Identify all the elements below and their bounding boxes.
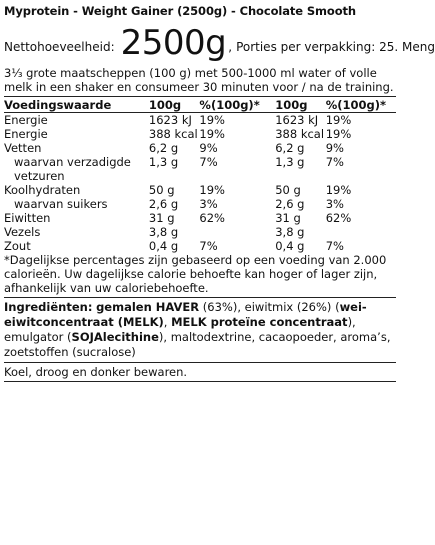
percent-100g-2: 19%: [325, 113, 352, 127]
nutrition-row: [4, 183, 396, 197]
ingredient-text-2: ,: [163, 315, 172, 329]
header-percent-100g: %(100g)*: [199, 97, 275, 113]
header-per-100g-2: 100g: [275, 97, 326, 113]
preparation-instructions: 3⅓ grote maatscheppen (100 g) met 500-1000 ml water of volle melk in een shaker en consumeer 30 minuten voor / na de training.: [4, 66, 396, 97]
percent-100g: 7%: [199, 239, 218, 253]
value-100g: 2,6 g: [148, 197, 179, 211]
nutrient-name: Vezels: [4, 225, 41, 239]
value-100g-2: 1,3 g: [275, 155, 305, 169]
percent-100g: 62%: [199, 211, 225, 225]
ingredient-melk: MELK proteïne concentraat: [171, 315, 348, 329]
value-100g: 1,3 g: [148, 155, 179, 169]
nutrition-row: [4, 197, 396, 211]
value-100g-2: 388 kcal: [275, 127, 325, 141]
nutrition-table-header: [4, 97, 396, 113]
value-100g-2: 3,8 g: [275, 225, 305, 239]
ingredients-label: Ingrediënten:: [4, 300, 93, 314]
nutrient-name: waarvan verzadigde vetzuren: [14, 155, 131, 183]
ingredient-text-1: (63%), eiwitmix (26%) (: [199, 300, 340, 314]
ingredients-block: [4, 298, 396, 363]
portions-text: Porties per verpakking: 25. Meng: [236, 40, 435, 54]
header-nutrient: Voedingswaarde: [4, 97, 149, 113]
percent-100g-2: 9%: [325, 141, 344, 155]
percent-100g: 19%: [199, 113, 225, 127]
nutrient-name: Energie: [4, 113, 48, 127]
value-100g-2: 2,6 g: [275, 197, 305, 211]
percent-100g-2: 7%: [325, 239, 344, 253]
percent-100g: 3%: [199, 197, 218, 211]
value-100g: 50 g: [148, 183, 175, 197]
percent-100g-2: 62%: [325, 211, 352, 225]
nutrient-name: Eiwitten: [4, 211, 51, 225]
nutrient-name: waarvan suikers: [14, 197, 108, 211]
nutrition-row: [4, 113, 396, 128]
value-100g-2: 50 g: [275, 183, 301, 197]
value-100g: 388 kcal: [148, 127, 198, 141]
value-100g-2: 0,4 g: [275, 239, 305, 253]
nutrition-row: [4, 239, 396, 253]
percent-100g-2: [326, 225, 396, 239]
value-100g: 6,2 g: [148, 141, 179, 155]
value-100g: 3,8 g: [148, 225, 179, 239]
value-100g: 31 g: [148, 211, 175, 225]
nutrition-row: [4, 141, 396, 155]
percent-100g: 9%: [199, 141, 218, 155]
percent-100g: 19%: [199, 127, 225, 141]
value-100g-2: 31 g: [275, 211, 301, 225]
header-per-100g: 100g: [149, 97, 200, 113]
value-100g-2: 1623 kJ: [275, 113, 319, 127]
nutrition-table: [4, 97, 396, 253]
net-quantity-value: 2500g: [120, 23, 227, 63]
net-quantity-label: Nettohoeveelheid:: [4, 40, 115, 54]
storage-instructions: Koel, droog en donker bewaren.: [4, 363, 396, 382]
ingredient-haver: gemalen HAVER: [96, 300, 200, 314]
percent-100g-2: 19%: [325, 127, 352, 141]
percent-100g-2: 19%: [325, 183, 352, 197]
daily-value-footnote: *Dagelijkse percentages zijn gebaseerd op een voeding van 2.000 calorieën. Uw dagelijkse calorie behoefte kan hoger of lager zijn, afhankelijk van uw caloriebehoefte.: [4, 253, 396, 298]
value-100g-2: 6,2 g: [275, 141, 305, 155]
nutrient-name: Energie: [4, 127, 48, 141]
value-100g: 0,4 g: [148, 239, 179, 253]
nutrition-row: [4, 225, 396, 239]
nutrient-name: Koolhydraten: [4, 183, 81, 197]
nutrient-name: Zout: [4, 239, 31, 253]
nutrition-label: [4, 4, 435, 382]
net-comma: ,: [228, 40, 233, 54]
ingredient-wei: wei-eiwitconcentraat (MELK): [4, 300, 367, 329]
nutrition-row: [4, 127, 396, 141]
product-title: Myprotein - Weight Gainer (2500g) - Chocolate Smooth: [4, 4, 357, 18]
net-quantity-row: [4, 22, 435, 63]
percent-100g: 7%: [199, 155, 218, 169]
percent-100g: [199, 225, 275, 239]
value-100g: 1623 kJ: [148, 113, 192, 127]
ingredient-soja: SOJAlecithine: [71, 330, 159, 344]
ingredient-text-3: ), emulgator (: [4, 315, 356, 344]
percent-100g-2: 3%: [325, 197, 344, 211]
ingredient-text-4: ), maltodextrine, cacaopoeder, aroma’s, zoetstoffen (sucralose): [4, 330, 391, 359]
percent-100g: 19%: [199, 183, 225, 197]
percent-100g-2: 7%: [325, 155, 344, 169]
header-percent-100g-2: %(100g)*: [326, 97, 396, 113]
nutrient-name: Vetten: [4, 141, 42, 155]
nutrition-row: [4, 155, 396, 183]
nutrition-row: [4, 211, 396, 225]
